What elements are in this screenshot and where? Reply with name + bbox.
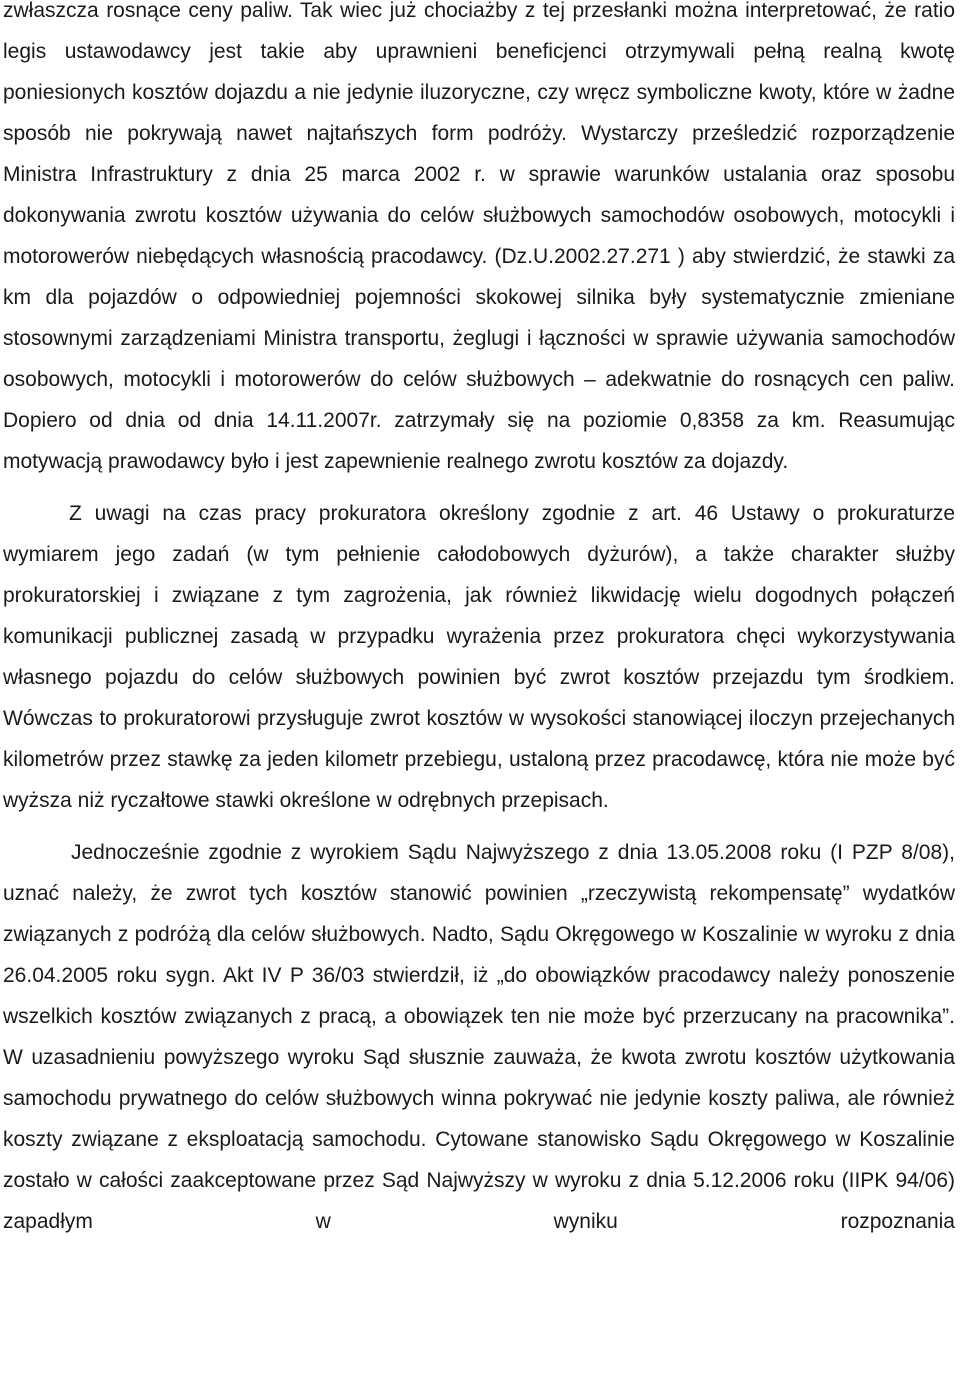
paragraph-prosecutor-work-time: Z uwagi na czas pracy prokuratora określony zgodnie z art. 46 Ustawy o prokuraturze wymiarem jego zadań (w tym pełnienie całodobowych dyżurów), a także charakter służby prokuratorskiej i związane z tym zagrożenia, jak również likwidację wielu dogodnych połączeń komunikacji publicznej zasadą w przypadku wyrażenia przez prokuratora chęci wykorzystywania własnego pojazdu do celów służbowych powinien być zwrot kosztów przejazdu tym środkiem. Wówczas to prokuratorowi przysługuje zwrot kosztów w wysokości stanowiącej iloczyn przejechanych kilometrów przez stawkę za jeden kilometr przebiegu, ustaloną przez pracodawcę, która nie może być wyższa niż ryczałtowe stawki określone w odrębnych przepisach. [3, 502, 955, 812]
document-page [3, 0, 955, 1242]
paragraph-supreme-court-ruling: Jednocześnie zgodnie z wyrokiem Sądu Najwyższego z dnia 13.05.2008 roku (I PZP 8/08), uznać należy, że zwrot tych kosztów stanowić powinien „rzeczywistą rekompensatę” wydatków związanych z podróżą dla celów służbowych. Nadto, Sądu Okręgowego w Koszalinie w wyroku z dnia 26.04.2005 roku sygn. Akt IV P 36/03 stwierdził, iż „do obowiązków pracodawcy należy ponoszenie wszelkich kosztów związanych z pracą, a obowiązek ten nie może być przerzucany na pracownika”. W uzasadnieniu powyższego wyroku Sąd słusznie zauważa, że kwota zwrotu kosztów użytkowania samochodu prywatnego do celów służbowych winna pokrywać nie jedynie koszty paliwa, ale również koszty związane z eksploatacją samochodu. Cytowane stanowisko Sądu Okręgowego w Koszalinie zostało w całości zaakceptowane przez Sąd Najwyższy w wyroku z dnia 5.12.2006 roku (IIPK 94/06) zapadłym w wyniku rozpoznania [3, 841, 955, 1233]
paragraph-fuel-costs: zwłaszcza rosnące ceny paliw. Tak wiec już chociażby z tej przesłanki można interpretować, że ratio legis ustawodawcy jest takie aby uprawnieni beneficjenci otrzymywali pełną realną kwotę poniesionych kosztów dojazdu a nie jedynie iluzoryczne, czy wręcz symboliczne kwoty, które w żadne sposób nie pokrywają nawet najtańszych form podróży. Wystarczy prześledzić rozporządzenie Ministra Infrastruktury z dnia 25 marca 2002 r. w sprawie warunków ustalania oraz sposobu dokonywania zwrotu kosztów używania do celów służbowych samochodów osobowych, motocykli i motorowerów niebędących własnością pracodawcy. (Dz.U.2002.27.271 ) aby stwierdzić, że stawki za km dla pojazdów o odpowiedniej pojemności skokowej silnika były systematycznie zmieniane stosownymi zarządzeniami Ministra transportu, żeglugi i łączności w sprawie używania samochodów osobowych, motocykli i motorowerów do celów służbowych – adekwatnie do rosnących cen paliw. Dopiero od dnia od dnia 14.11.2007r. zatrzymały się na poziomie 0,8358 za km. Reasumując motywacją prawodawcy było i jest zapewnienie realnego zwrotu kosztów za dojazdy. [3, 0, 955, 473]
